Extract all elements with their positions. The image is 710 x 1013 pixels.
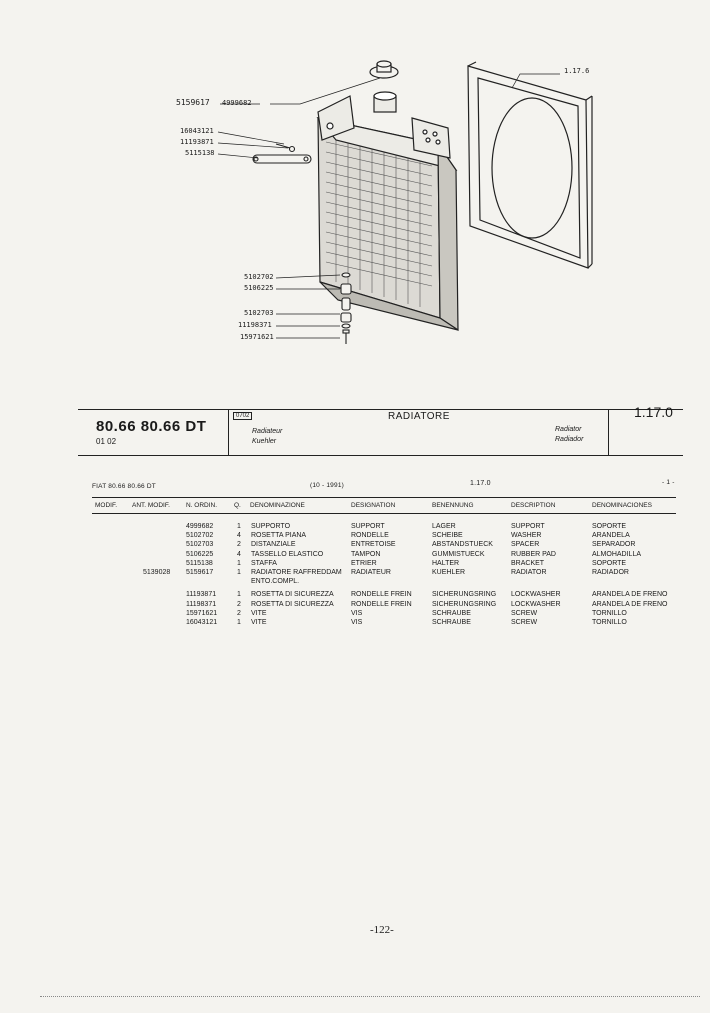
cell-fr: SUPPORT bbox=[351, 523, 385, 530]
cell-n: 4999682 bbox=[186, 523, 214, 530]
cell-es: RADIADOR bbox=[592, 569, 629, 576]
subheader-model: FIAT 80.66 80.66 DT bbox=[92, 483, 156, 490]
cell-n: 5106225 bbox=[186, 550, 214, 558]
cell-it: ROSETTA DI SICUREZZA bbox=[251, 600, 334, 608]
cell-es: SOPORTE bbox=[592, 559, 627, 567]
cell-it: SUPPORTO bbox=[251, 523, 291, 530]
cell-fr: TAMPON bbox=[351, 550, 381, 558]
callout-5159617: 5159617 bbox=[176, 98, 210, 107]
cell-es: ARANDELA bbox=[592, 532, 630, 540]
cell-it: VITE bbox=[251, 619, 267, 626]
cell-en: BRACKET bbox=[511, 559, 545, 567]
cell-n: 5159617 bbox=[186, 569, 214, 576]
cell-fr: VIS bbox=[351, 619, 363, 626]
cell-fr: RONDELLE FREIN bbox=[351, 600, 412, 608]
callout-16043121: 16043121 bbox=[180, 127, 214, 135]
cell-fr: RONDELLE FREIN bbox=[351, 591, 412, 599]
cell-de: SCHEIBE bbox=[432, 532, 463, 540]
group-number: 1.17.0 bbox=[634, 404, 673, 420]
callout-5102703: 5102703 bbox=[244, 309, 274, 317]
cell-n: 5102702 bbox=[186, 532, 214, 540]
cell-q: 1 bbox=[237, 559, 241, 567]
cell-en: SCREW bbox=[511, 609, 538, 617]
cell-de: HALTER bbox=[432, 559, 460, 567]
cell-q: 2 bbox=[237, 609, 241, 617]
title-en: Radiator bbox=[555, 426, 582, 433]
col-n-ordin: N. ORDIN. bbox=[186, 502, 218, 509]
columns-top-rule bbox=[92, 497, 676, 498]
cell-es: TORNILLO bbox=[592, 619, 627, 626]
cell-q: 4 bbox=[237, 532, 241, 540]
callout-5115138: 5115138 bbox=[185, 149, 215, 157]
cell-en: LOCKWASHER bbox=[511, 600, 561, 608]
col-it: DENOMINAZIONE bbox=[250, 502, 305, 509]
cell-q: 1 bbox=[237, 591, 241, 599]
callout-11193871: 11193871 bbox=[180, 138, 214, 146]
cell-n: 16043121 bbox=[186, 619, 218, 626]
header-bottom-rule bbox=[78, 455, 683, 456]
title-de: Kuehler bbox=[252, 438, 277, 445]
radiator-drawing bbox=[318, 92, 458, 330]
cell-q: 4 bbox=[237, 550, 241, 558]
cell-it: STAFFA bbox=[251, 559, 277, 567]
col-de: BENENNUNG bbox=[432, 502, 474, 509]
cell-it: DISTANZIALE bbox=[251, 541, 296, 549]
bracket-drawing bbox=[253, 144, 311, 163]
cell-es: SEPARADOR bbox=[592, 541, 636, 549]
cell-n: 15971621 bbox=[186, 609, 218, 617]
columns-bottom-rule bbox=[92, 513, 676, 514]
cell-es: TORNILLO bbox=[592, 609, 627, 617]
cell-fr: VIS bbox=[351, 609, 363, 617]
cell-fr: RONDELLE bbox=[351, 532, 389, 540]
cell-q: 2 bbox=[237, 600, 241, 608]
cell-q: 1 bbox=[237, 569, 241, 576]
cell-es: ARANDELA DE FRENO bbox=[592, 600, 668, 608]
cell-it: ENTO.COMPL. bbox=[251, 578, 300, 586]
header-top-rule bbox=[78, 409, 683, 410]
cell-de: KUEHLER bbox=[432, 569, 466, 576]
col-q: Q. bbox=[234, 502, 241, 509]
cell-es: SOPORTE bbox=[592, 523, 627, 530]
cell-q: 1 bbox=[237, 619, 241, 626]
cell-en: WASHER bbox=[511, 532, 542, 540]
callout-15971621: 15971621 bbox=[240, 333, 274, 341]
callout-11198371: 11198371 bbox=[238, 321, 272, 329]
cell-it: RADIATORE RAFFREDDAM bbox=[251, 569, 342, 576]
cell-q: 1 bbox=[237, 523, 241, 530]
radiator-exploded-diagram bbox=[0, 0, 710, 400]
callout-5106225: 5106225 bbox=[244, 284, 274, 292]
col-ant-modif: ANT. MODIF. bbox=[132, 502, 170, 509]
mount-stack-drawing bbox=[341, 273, 351, 344]
cell-n: 5102703 bbox=[186, 541, 214, 549]
cell-de: LAGER bbox=[432, 523, 456, 530]
cell-en: RUBBER PAD bbox=[511, 550, 556, 558]
cell-en: RADIATOR bbox=[511, 569, 547, 576]
code-box: 0702 bbox=[233, 412, 252, 420]
title-es: Radiador bbox=[555, 436, 584, 443]
col-modif: MODIF. bbox=[95, 502, 118, 509]
cell-en: SPACER bbox=[511, 541, 540, 549]
cell-de: GUMMISTUECK bbox=[432, 550, 485, 558]
page-number: -122- bbox=[370, 924, 394, 936]
cell-it: TASSELLO ELASTICO bbox=[251, 550, 324, 558]
cell-n: 11193871 bbox=[186, 591, 217, 599]
cell-ant: 5139028 bbox=[143, 569, 171, 576]
subheader-page-mark: - 1 - bbox=[662, 479, 675, 486]
subheader-date: (10 - 1991) bbox=[310, 482, 344, 489]
callout-5102702: 5102702 bbox=[244, 273, 274, 281]
cell-en: SCREW bbox=[511, 619, 538, 626]
cell-q: 2 bbox=[237, 541, 241, 549]
scan-edge bbox=[40, 996, 700, 997]
cell-de: SICHERUNGSRING bbox=[432, 591, 497, 599]
model-subtitle: 01 02 bbox=[96, 437, 117, 446]
radiator-cap-drawing bbox=[370, 61, 398, 78]
title-fr: Radiateur bbox=[252, 428, 283, 435]
callout-4999682: 4999682 bbox=[222, 99, 252, 107]
cell-es: ALMOHADILLA bbox=[592, 550, 642, 558]
col-es: DENOMINACIONES bbox=[592, 502, 652, 509]
cell-fr: ENTRETOISE bbox=[351, 541, 396, 549]
col-fr: DESIGNATION bbox=[351, 502, 396, 509]
cell-n: 11198371 bbox=[186, 600, 217, 608]
cell-de: SCHRAUBE bbox=[432, 619, 471, 626]
model-title: 80.66 80.66 DT bbox=[96, 418, 207, 435]
cell-de: SCHRAUBE bbox=[432, 609, 471, 617]
callout-1-17-6: 1.17.6 bbox=[564, 67, 590, 75]
cell-de: ABSTANDSTUECK bbox=[432, 541, 493, 549]
section-title: RADIATORE bbox=[388, 411, 450, 422]
cell-n: 5115138 bbox=[186, 559, 213, 567]
cell-en: SUPPORT bbox=[511, 523, 545, 530]
cell-it: ROSETTA PIANA bbox=[251, 532, 307, 540]
cell-de: SICHERUNGSRING bbox=[432, 600, 497, 608]
header-divider-right bbox=[608, 409, 609, 455]
cell-fr: ETRIER bbox=[351, 559, 377, 567]
cell-fr: RADIATEUR bbox=[351, 569, 391, 576]
header-divider-left bbox=[228, 409, 229, 455]
cell-it: ROSETTA DI SICUREZZA bbox=[251, 591, 334, 599]
col-en: DESCRIPTION bbox=[511, 502, 556, 509]
subheader-group: 1.17.0 bbox=[470, 480, 491, 487]
fan-shroud-drawing bbox=[468, 62, 592, 268]
cell-es: ARANDELA DE FRENO bbox=[592, 591, 668, 599]
cell-it: VITE bbox=[251, 609, 267, 617]
cell-en: LOCKWASHER bbox=[511, 591, 561, 599]
